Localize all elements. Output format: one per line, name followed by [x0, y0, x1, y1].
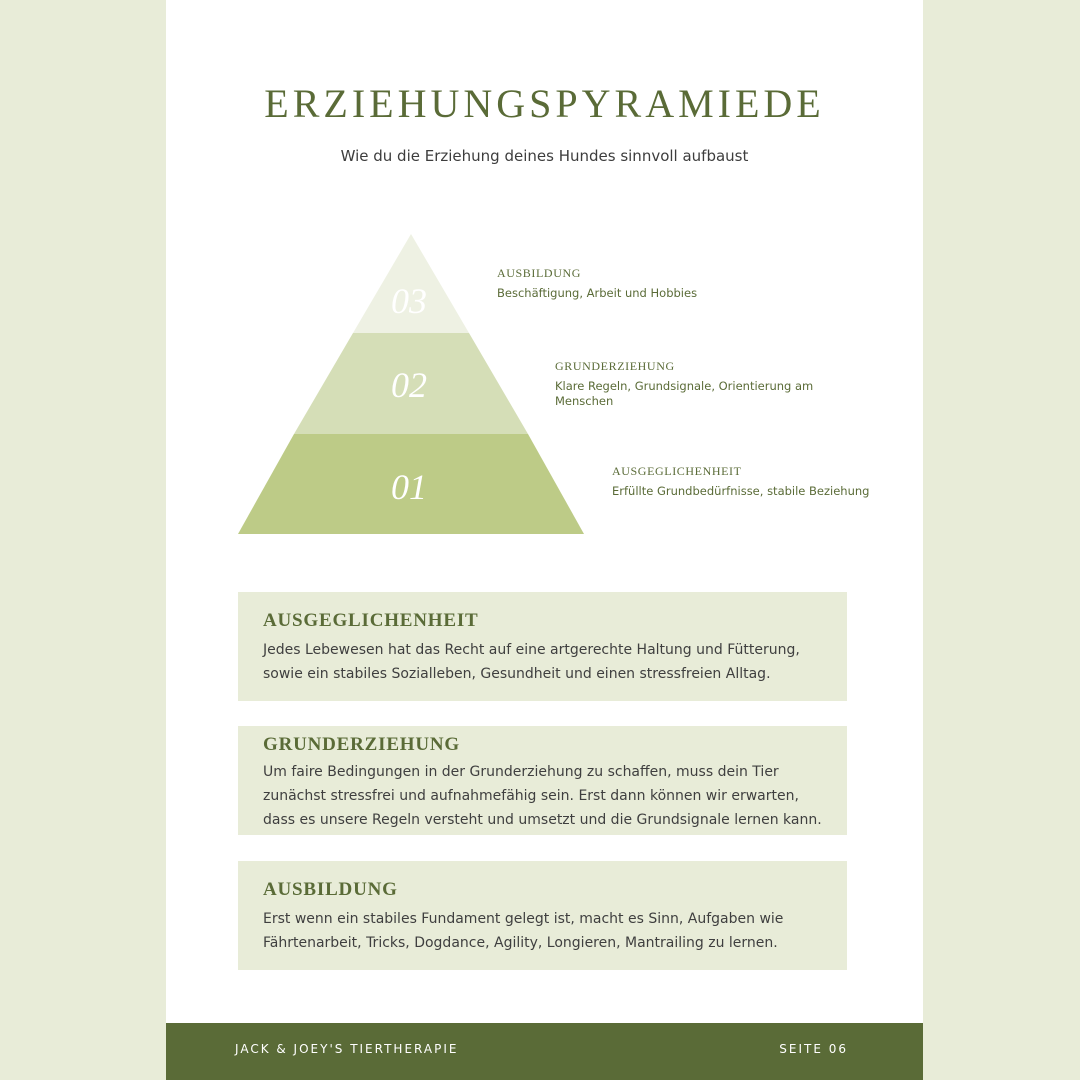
- pyramid-number-02: 02: [391, 365, 427, 405]
- document-page: [166, 0, 923, 1080]
- footer-brand: JACK & JOEY'S TIERTHERAPIE: [235, 1042, 459, 1056]
- pyramid-label-description: Beschäftigung, Arbeit und Hobbies: [497, 286, 698, 300]
- pyramid-number-03: 03: [391, 281, 427, 321]
- page-title: ERZIEHUNGSPYRAMIEDE: [264, 81, 825, 126]
- section-heading: GRUNDERZIEHUNG: [263, 734, 460, 755]
- pyramid-label-description: Erfüllte Grundbedürfnisse, stabile Beziehung: [612, 484, 870, 498]
- section-text: Um faire Bedingungen in der Grunderziehung zu schaffen, muss dein Tier zunächst stressfrei und aufnahmefähig sein. Erst dann können wir erwarten, dass es unsere Regeln versteht und umsetzt und die Grundsignale lernen kann.: [263, 764, 822, 828]
- section-ausbildung: [238, 861, 847, 970]
- pyramid-number-01: 01: [391, 467, 427, 507]
- section-text: Jedes Lebewesen hat das Recht auf eine artgerechte Haltung und Fütterung, sowie ein stabiles Sozialleben, Gesundheit und einen stressfreien Alltag.: [263, 642, 800, 682]
- section-ausgeglichenheit: [238, 592, 847, 701]
- pyramid-label-01: [612, 464, 912, 499]
- pyramid-label-title: AUSGEGLICHENHEIT: [612, 464, 742, 478]
- pyramid-label-03: [497, 266, 757, 301]
- page-footer: [166, 1023, 923, 1080]
- pyramid-label-02: [555, 359, 817, 409]
- pyramid-label-title: GRUNDERZIEHUNG: [555, 359, 675, 373]
- pyramid-label-description: Klare Regeln, Grundsignale, Orientierung am Menschen: [555, 379, 814, 408]
- section-grunderziehung: [238, 726, 847, 835]
- section-text: Erst wenn ein stabiles Fundament gelegt ist, macht es Sinn, Aufgaben wie Fährtenarbeit, Tricks, Dogdance, Agility, Longieren, Mantrailing zu lernen.: [263, 911, 784, 951]
- section-heading: AUSGEGLICHENHEIT: [263, 610, 479, 631]
- pyramid-label-title: AUSBILDUNG: [497, 266, 581, 280]
- page-number: SEITE 06: [779, 1042, 848, 1056]
- section-heading: AUSBILDUNG: [263, 879, 398, 900]
- page-subtitle: Wie du die Erziehung deines Hundes sinnvoll aufbaust: [340, 147, 749, 165]
